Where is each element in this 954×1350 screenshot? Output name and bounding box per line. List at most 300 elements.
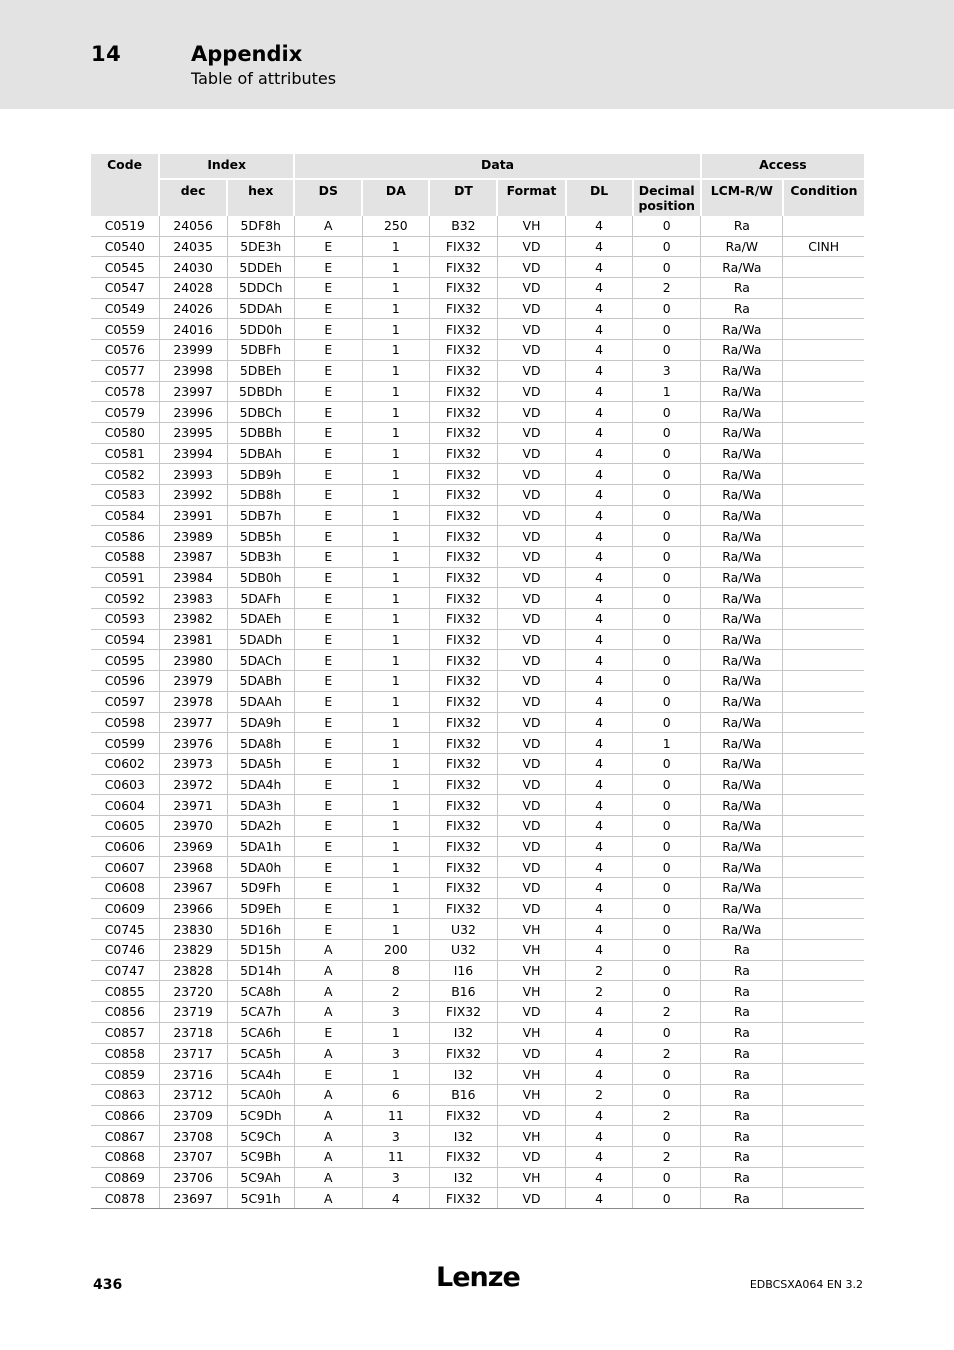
table-cell: Ra/Wa	[701, 815, 783, 836]
table-cell: 4	[566, 753, 633, 774]
table-row	[91, 629, 864, 650]
table-cell: 23967	[159, 878, 227, 899]
table-cell	[783, 422, 864, 443]
table-cell: 5C91h	[227, 1188, 294, 1209]
table-cell: VD	[497, 360, 565, 381]
table-cell: E	[294, 422, 362, 443]
table-cell	[783, 650, 864, 671]
table-cell	[783, 547, 864, 568]
table-cell: VD	[497, 381, 565, 402]
table-cell: C0602	[91, 753, 159, 774]
table-cell: 23709	[159, 1105, 227, 1126]
table-row	[91, 650, 864, 671]
table-cell: 0	[633, 960, 701, 981]
table-cell: 4	[566, 1126, 633, 1147]
table-cell: 4	[566, 298, 633, 319]
table-cell: 4	[566, 733, 633, 754]
table-cell: 1	[362, 691, 429, 712]
table-cell: 0	[633, 712, 701, 733]
table-row	[91, 505, 864, 526]
table-cell: FIX32	[429, 588, 497, 609]
table-cell: C0856	[91, 1002, 159, 1023]
table-cell: 0	[633, 878, 701, 899]
table-cell: 1	[633, 733, 701, 754]
table-cell: 4	[566, 257, 633, 278]
table-cell: VD	[497, 650, 565, 671]
table-cell: C0540	[91, 236, 159, 257]
table-cell: 0	[633, 1126, 701, 1147]
table-cell: Ra	[701, 1188, 783, 1209]
table-cell	[783, 464, 864, 485]
table-cell: VD	[497, 857, 565, 878]
table-cell: C0592	[91, 588, 159, 609]
table-row	[91, 484, 864, 505]
table-cell: 0	[633, 216, 701, 236]
table-cell: 1	[362, 712, 429, 733]
table-cell: 5DBFh	[227, 340, 294, 361]
table-cell: 5CA5h	[227, 1043, 294, 1064]
table-row	[91, 774, 864, 795]
table-cell: 24056	[159, 216, 227, 236]
table-cell	[783, 1084, 864, 1105]
table-cell: A	[294, 1105, 362, 1126]
table-cell: 23979	[159, 671, 227, 692]
table-cell: E	[294, 464, 362, 485]
table-cell: 1	[362, 795, 429, 816]
table-cell: VD	[497, 691, 565, 712]
table-cell: FIX32	[429, 278, 497, 299]
table-cell	[783, 484, 864, 505]
table-cell: VH	[497, 1126, 565, 1147]
table-cell: 0	[633, 795, 701, 816]
table-cell: Ra	[701, 278, 783, 299]
table-cell: C0867	[91, 1126, 159, 1147]
table-cell: FIX32	[429, 774, 497, 795]
table-cell: 4	[566, 671, 633, 692]
table-cell: 5D14h	[227, 960, 294, 981]
table-cell: 23697	[159, 1188, 227, 1209]
table-cell: E	[294, 278, 362, 299]
table-cell: 4	[566, 588, 633, 609]
table-cell	[783, 381, 864, 402]
table-cell: C0747	[91, 960, 159, 981]
table-cell: A	[294, 1002, 362, 1023]
table-cell: 5DADh	[227, 629, 294, 650]
header-format: Format	[497, 179, 565, 216]
table-cell: 8	[362, 960, 429, 981]
table-cell: 1	[362, 319, 429, 340]
table-cell: FIX32	[429, 712, 497, 733]
table-cell: C0859	[91, 1064, 159, 1085]
table-cell: 24035	[159, 236, 227, 257]
table-cell: 1	[362, 505, 429, 526]
table-cell: Ra/Wa	[701, 360, 783, 381]
table-cell: 0	[633, 609, 701, 630]
table-cell: 1	[362, 650, 429, 671]
table-row	[91, 1105, 864, 1126]
table-cell: 4	[566, 484, 633, 505]
table-cell	[783, 691, 864, 712]
table-cell: 4	[566, 340, 633, 361]
table-cell: A	[294, 1188, 362, 1209]
table-cell: I32	[429, 1022, 497, 1043]
table-cell: Ra/Wa	[701, 402, 783, 423]
table-cell: 23718	[159, 1022, 227, 1043]
table-cell: 23970	[159, 815, 227, 836]
table-cell: 3	[633, 360, 701, 381]
table-cell: 1	[362, 919, 429, 940]
table-cell: Ra/Wa	[701, 857, 783, 878]
table-cell	[783, 1105, 864, 1126]
table-cell	[783, 857, 864, 878]
table-cell	[783, 733, 864, 754]
table-cell: C0594	[91, 629, 159, 650]
table-cell: Ra/Wa	[701, 898, 783, 919]
table-cell: VH	[497, 1064, 565, 1085]
table-cell: E	[294, 588, 362, 609]
table-cell: FIX32	[429, 733, 497, 754]
table-cell: C0581	[91, 443, 159, 464]
table-cell: 0	[633, 919, 701, 940]
table-cell: FIX32	[429, 1043, 497, 1064]
table-cell: FIX32	[429, 609, 497, 630]
table-cell: VD	[497, 1146, 565, 1167]
table-row	[91, 278, 864, 299]
table-cell: 0	[633, 940, 701, 961]
table-cell: 0	[633, 236, 701, 257]
table-cell: 23971	[159, 795, 227, 816]
table-cell: 0	[633, 298, 701, 319]
table-cell: 5DB0h	[227, 567, 294, 588]
table-cell: C0606	[91, 836, 159, 857]
table-cell: FIX32	[429, 1105, 497, 1126]
table-cell: 23993	[159, 464, 227, 485]
table-cell: 5DBEh	[227, 360, 294, 381]
table-cell: C0878	[91, 1188, 159, 1209]
table-cell: C0580	[91, 422, 159, 443]
table-cell	[783, 216, 864, 236]
table-cell: E	[294, 795, 362, 816]
table-cell: 23987	[159, 547, 227, 568]
table-cell: FIX32	[429, 691, 497, 712]
table-cell: E	[294, 360, 362, 381]
table-cell: C0584	[91, 505, 159, 526]
table-cell: 4	[566, 712, 633, 733]
table-cell	[783, 1022, 864, 1043]
table-cell: 4	[566, 567, 633, 588]
table-cell: 1	[362, 547, 429, 568]
table-cell: VD	[497, 319, 565, 340]
table-cell: 5DA0h	[227, 857, 294, 878]
table-cell: 0	[633, 1022, 701, 1043]
table-cell: E	[294, 691, 362, 712]
table-cell: 0	[633, 505, 701, 526]
table-cell: 1	[362, 878, 429, 899]
table-cell: 4	[566, 443, 633, 464]
table-row	[91, 257, 864, 278]
table-cell: Ra/Wa	[701, 526, 783, 547]
table-cell: 23999	[159, 340, 227, 361]
table-cell: 4	[566, 1146, 633, 1167]
table-cell: Ra/Wa	[701, 257, 783, 278]
table-cell: E	[294, 257, 362, 278]
table-cell: C0596	[91, 671, 159, 692]
table-cell: 24026	[159, 298, 227, 319]
table-cell: E	[294, 381, 362, 402]
table-row	[91, 236, 864, 257]
table-cell: 5DF8h	[227, 216, 294, 236]
table-row	[91, 443, 864, 464]
table-cell: 5C9Dh	[227, 1105, 294, 1126]
table-cell: Ra/Wa	[701, 505, 783, 526]
table-cell: 2	[566, 1084, 633, 1105]
table-cell: 0	[633, 484, 701, 505]
table-cell: 4	[566, 836, 633, 857]
table-cell: 24028	[159, 278, 227, 299]
table-cell: FIX32	[429, 671, 497, 692]
table-cell: Ra/Wa	[701, 733, 783, 754]
table-cell: Ra/Wa	[701, 319, 783, 340]
table-cell: C0547	[91, 278, 159, 299]
table-cell: 23991	[159, 505, 227, 526]
table-cell: VH	[497, 216, 565, 236]
table-cell: 4	[566, 381, 633, 402]
table-cell: 3	[362, 1002, 429, 1023]
table-cell: C0576	[91, 340, 159, 361]
table-cell: Ra	[701, 1002, 783, 1023]
table-row	[91, 567, 864, 588]
table-cell: Ra	[701, 1146, 783, 1167]
table-cell: 1	[362, 753, 429, 774]
table-cell: E	[294, 236, 362, 257]
table-cell: 5CA0h	[227, 1084, 294, 1105]
table-cell: VD	[497, 278, 565, 299]
table-cell: VD	[497, 733, 565, 754]
table-cell: 4	[566, 1167, 633, 1188]
table-row	[91, 464, 864, 485]
table-cell: 4	[566, 857, 633, 878]
table-cell: B32	[429, 216, 497, 236]
table-cell: 6	[362, 1084, 429, 1105]
table-row	[91, 1043, 864, 1064]
table-cell: Ra/Wa	[701, 629, 783, 650]
table-cell: 5DAFh	[227, 588, 294, 609]
table-cell: C0604	[91, 795, 159, 816]
table-cell: 23712	[159, 1084, 227, 1105]
table-cell: I32	[429, 1064, 497, 1085]
table-cell: VH	[497, 960, 565, 981]
table-cell: 5DACh	[227, 650, 294, 671]
table-cell: 23989	[159, 526, 227, 547]
table-cell	[783, 567, 864, 588]
document-id: EDBCSXA064 EN 3.2	[749, 1278, 863, 1291]
table-cell: 4	[566, 795, 633, 816]
table-cell: 23829	[159, 940, 227, 961]
table-cell: FIX32	[429, 753, 497, 774]
table-row	[91, 298, 864, 319]
table-cell: 5C9Ah	[227, 1167, 294, 1188]
table-cell: 23978	[159, 691, 227, 712]
header-data: Data	[294, 154, 701, 179]
table-cell: 1	[362, 402, 429, 423]
table-cell: 24016	[159, 319, 227, 340]
table-cell: VD	[497, 567, 565, 588]
table-cell: FIX32	[429, 402, 497, 423]
table-cell: 4	[566, 278, 633, 299]
table-cell: 4	[566, 464, 633, 485]
table-row	[91, 319, 864, 340]
table-cell: Ra/Wa	[701, 691, 783, 712]
table-cell: VD	[497, 671, 565, 692]
table-cell: 3	[362, 1126, 429, 1147]
table-cell: VD	[497, 712, 565, 733]
table-cell: 5DDEh	[227, 257, 294, 278]
header-da: DA	[362, 179, 429, 216]
table-cell: 5DBAh	[227, 443, 294, 464]
table-cell: Ra	[701, 1105, 783, 1126]
table-cell: B16	[429, 981, 497, 1002]
table-cell	[783, 278, 864, 299]
table-cell: 1	[362, 1064, 429, 1085]
table-cell: E	[294, 650, 362, 671]
table-cell: 4	[566, 1064, 633, 1085]
table-cell: A	[294, 1043, 362, 1064]
table-cell: 23972	[159, 774, 227, 795]
table-cell	[783, 526, 864, 547]
table-cell: 1	[362, 422, 429, 443]
table-cell: Ra	[701, 1043, 783, 1064]
table-cell: 5DAAh	[227, 691, 294, 712]
table-cell: VD	[497, 236, 565, 257]
table-cell: 4	[566, 919, 633, 940]
table-cell: 1	[633, 381, 701, 402]
table-cell: 0	[633, 257, 701, 278]
table-cell: 1	[362, 381, 429, 402]
table-cell: 0	[633, 857, 701, 878]
table-cell: I16	[429, 960, 497, 981]
table-cell: Ra/Wa	[701, 878, 783, 899]
table-cell: VD	[497, 526, 565, 547]
table-cell: Ra	[701, 1084, 783, 1105]
table-cell: 5DABh	[227, 671, 294, 692]
table-cell: E	[294, 484, 362, 505]
table-row	[91, 1167, 864, 1188]
table-cell: FIX32	[429, 567, 497, 588]
table-cell: C0582	[91, 464, 159, 485]
table-cell: Ra/Wa	[701, 484, 783, 505]
table-cell: Ra	[701, 981, 783, 1002]
table-cell: C0577	[91, 360, 159, 381]
table-cell: C0607	[91, 857, 159, 878]
table-cell: FIX32	[429, 1002, 497, 1023]
table-cell: 0	[633, 422, 701, 443]
table-cell: 4	[566, 1105, 633, 1126]
table-cell	[783, 629, 864, 650]
table-cell: FIX32	[429, 319, 497, 340]
table-cell: FIX32	[429, 484, 497, 505]
table-cell: 0	[633, 526, 701, 547]
table-row	[91, 815, 864, 836]
table-cell	[783, 753, 864, 774]
table-cell: C0545	[91, 257, 159, 278]
table-cell: C0595	[91, 650, 159, 671]
section-title: Table of attributes	[191, 69, 337, 88]
table-cell: C0593	[91, 609, 159, 630]
table-cell: VD	[497, 1105, 565, 1126]
table-cell: C0858	[91, 1043, 159, 1064]
table-cell: 0	[633, 815, 701, 836]
table-cell: FIX32	[429, 898, 497, 919]
table-cell: FIX32	[429, 629, 497, 650]
table-cell	[783, 898, 864, 919]
table-cell: 0	[633, 629, 701, 650]
table-cell: Ra	[701, 940, 783, 961]
table-cell: Ra/Wa	[701, 340, 783, 361]
table-cell: 5DB8h	[227, 484, 294, 505]
table-cell: 23984	[159, 567, 227, 588]
table-cell	[783, 1064, 864, 1085]
header-band	[0, 0, 954, 109]
table-row	[91, 402, 864, 423]
table-cell: E	[294, 919, 362, 940]
table-cell: B16	[429, 1084, 497, 1105]
table-cell: C0583	[91, 484, 159, 505]
table-cell: E	[294, 898, 362, 919]
table-cell	[783, 257, 864, 278]
table-cell: E	[294, 753, 362, 774]
table-cell: 2	[633, 1146, 701, 1167]
table-cell: 4	[566, 629, 633, 650]
table-row	[91, 733, 864, 754]
table-cell: 23707	[159, 1146, 227, 1167]
table-cell: Ra/Wa	[701, 464, 783, 485]
table-cell: C0605	[91, 815, 159, 836]
table-cell: 0	[633, 319, 701, 340]
table-cell: 1	[362, 360, 429, 381]
table-cell: C0588	[91, 547, 159, 568]
table-row	[91, 981, 864, 1002]
table-cell	[783, 1002, 864, 1023]
table-cell: 200	[362, 940, 429, 961]
table-cell: C0549	[91, 298, 159, 319]
table-cell: 0	[633, 836, 701, 857]
table-cell: 5DB9h	[227, 464, 294, 485]
table-cell: VD	[497, 422, 565, 443]
table-cell: 5DDAh	[227, 298, 294, 319]
table-cell: 5C9Bh	[227, 1146, 294, 1167]
table-cell: 2	[633, 278, 701, 299]
table-cell: 4	[566, 547, 633, 568]
table-cell: VD	[497, 547, 565, 568]
table-cell: 2	[633, 1043, 701, 1064]
table-cell: 23828	[159, 960, 227, 981]
table-cell: 4	[566, 940, 633, 961]
table-cell: 5CA4h	[227, 1064, 294, 1085]
header-dt: DT	[429, 179, 497, 216]
table-row	[91, 712, 864, 733]
table-cell: 1	[362, 484, 429, 505]
table-cell: 1	[362, 733, 429, 754]
page-number: 436	[93, 1277, 123, 1293]
table-cell: C0863	[91, 1084, 159, 1105]
table-row	[91, 609, 864, 630]
table-cell: E	[294, 505, 362, 526]
table-cell: 23973	[159, 753, 227, 774]
table-cell: 23706	[159, 1167, 227, 1188]
table-cell: 4	[566, 216, 633, 236]
table-cell: FIX32	[429, 526, 497, 547]
table-cell: Ra/Wa	[701, 381, 783, 402]
